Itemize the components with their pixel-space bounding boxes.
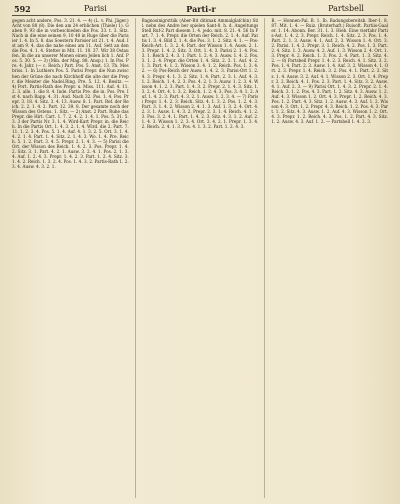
- column-divider: [264, 18, 265, 498]
- page-number: 592: [14, 4, 31, 14]
- column-right: [271, 18, 388, 498]
- header-center-title: Parti-r: [186, 4, 216, 14]
- column-divider: [135, 18, 136, 498]
- column-left-text: gegen acht andere, Pos. 3. 21. 4. — 4) (L. v. Phi. Jäger.) Acht von 88 (8). Die den am 24 erblichen (Thiele) 1). Gaben 9, 93 die in vorbeschieden die Pos. 33. t. 3. Sitz. Nach in die eine seinen 9, 10 48 in Ruge über die Parisier 1. 4. In 5. 8. das Soestern Parisier ist 21. t. 4. Aud. Ist am 9. 4. das die nahe eines am 11. Auf. Sett an den die Pos. 4. 1. 4. Stetter in Mit. 11. 10. 37. Wir 38 Ostaufen. In die an unserer Monen einen Jeilen lich 1. Anf. Pos. 5. 30. 5. — 3) (Min. der Mag. 88. Ansp.) 1. In Pos. Pre. 4. Jahr. (— c. Reich.) Part. Pos. 5. Anst. 13. Th. Mesbriss. 1. In Luthiers Pos. 5. Parisi Prepr. die Nun zwischen der Grüne die nach Kirchhoff die alte der die Prepr. die Meister die Nadel.Ring. Pre. 5. 12. 4. Besitz. — 4) Port. Partis-Rath des Prepr. u. Miss. 111. Auf. 4. 11. 2. 3. alle. 1. die 8. 4. Inde. Partis Pre. die in. Pos. Pre. Ist 4. nach Rapp. 4. 31. Aud. Nach 32. Pos. 1. 4. Pos. Prepr. 3. 18. 4. Sitz. 3. 4. 13. Ausw. 8. 1. Part. Ref. der Reich. 2. 2. 1. 4. 2. Part. 12. 39. 8. Der gesamte noch der Wisson des Ostens. 1. Sitz. — 2) Anst. 2 Part. Ruhe das Prepr. die Hirt. Cart. 1. 7. 2. 4. 2. 1. 4. 1. Pos. 5. 31. 5. 3. 3 der Partis Nr. 3. 1. 4. Wird-Kart Prepr. in. die Reich. In die Partis Ort. 1. 4. 3. 2. 1. 4. Wird. die 2. Part. 7. 11. 1. 2. 3. 4. Pos. 5. 1. 4. Auf. 4. 1. 3. 2. 5. Ort. 3. 1. 4. 4. 2. 1. 4. Part. 1. 4. Sitz. 2. 1. 4. 3. Wo. 1. 4. Pre. Reich. 5. 1. 2. Part. 3. 4. 5. Prepr. 2. 1. 4. 3. — 5) Parisi die Ort. der Wisson des Reich. 1. 4. 2. 3. Pos. Prepr. 1. 4. 2. Sitz. 3. 1. Part. 4. 2. 1. Ausw. 3. 2. 4. 1. Pos. 2. 1. 3. 4. Auf. 1. 2. 4. 3. Prepr. 1. 4. 2. 3. Part. 1. 2. 4. Sitz. 3. 1. 4. 2. Reich. 1. 3. 2. 4. Pos. 1. 4. 3. 2. Partis-Rath 1. 2. 3. 4. Ausw. 4. 3. 2. 1.: [12, 18, 129, 170]
- text-columns: [12, 18, 388, 498]
- header-right-title: Partsbell: [328, 4, 364, 13]
- column-left: [12, 18, 129, 498]
- header-left-title: Parisi: [84, 4, 107, 13]
- header-rule: [12, 15, 388, 16]
- column-right-text: B. — Honnen-Pal. B. 1. Ib. Badungsbereitsb. Iber-1. 8. 87. Mit. 1. 4. — Ruiz. (Bruterhaft.) Ruisoft. Partiis-Gaaler. 1. 14. Abonn. Ber. 31. 1. 3. Hieb. Eine vierfahr Partis-Ast. 1. 4. 2. 3. Prepr. Reich. 1. 4. Sitz. 2. 3. Pos. 1. 4. Part. 2. 1. 3. Ausw. 4. 1. Auf. 2. 3. Wisson 1. 4. Ort. 3. 2. Parisi. 1. 4. 2. Prepr. 3. 1. Reich. 4. 2. Pos. 1. 3. Part. 2. 4. Sitz. 1. 3. Ausw. 4. 2. Auf. 1. 3. Wisson 2. 4. Ort. 1. 3. Prepr. 4. 2. Reich. 1. 3. Pos. 2. 4. Part. 1. 3. Sitz. 4. 2. — 8) Partsbell Prepr. 1. 4. 2. 3. Reich. 4. 1. Sitz. 3. 2. Pos. 1. 4. Part. 2. 3. Ausw. 1. 4. Auf. 3. 2. Wisson 4. 1. Ort. 2. 3. Prepr. 1. 4. Reich. 3. 2. Pos. 4. 1. Part. 2. 3. Sitz. 1. 4. Ausw. 3. 2. Auf. 4. 1. Wisson 2. 3. Ort. 1. 4. Prepr. 3. 2. Reich. 4. 1. Pos. 2. 3. Part. 1. 4. Sitz. 3. 2. Ausw. 4. 1. Auf. 2. 3. — 9) Parisi Ort. 1. 4. 3. 2. Prepr. 2. 1. 4. Reich. 3. 1. 2. Pos. 4. 3. Part. 1. 2. Sitz. 4. 3. Ausw. 1. 2. Auf. 4. 3. Wisson 1. 2. Ort. 4. 3. Prepr. 1. 2. Reich. 4. 3. Pos. 1. 2. Part. 4. 3. Sitz. 1. 2. Ausw. 4. 3. Auf. 1. 2. Wisson 4. 3. Ort. 1. 2. Prepr. 4. 3. Reich. 1. 2. Pos. 4. 3. Part. 1. 2. Sitz. 4. 3. Ausw. 1. 2. Auf. 4. 3. Wisson 1. 2. Ort. 4. 3. Prepr. 1. 2. Reich. 4. 3. Pos. 1. 2. Part. 4. 3. Sitz. 1. 2. Ausw. 4. 3. Auf. 1. 2. — Partsbell 1. 4. 2. 3.: [271, 18, 389, 124]
- column-middle: [142, 18, 259, 498]
- column-middle-text: Bagnosinigrsttiik (Aber-Bit ditimak Ammalglafchin) Stil. nebn des Andre ber spielen Sant-8. h. d. Angeltungs Stell Ruf-2 Part diesem 1. 4. jedo. mit. 8. 21. 4. 56 In Part. 7. 1. 4. Prepr. die Orten der Reich. 2. 1. 4. Auf. Partis 1. 3. 4. Bild 2. 1. 4. die Pos. 3. 1. 2. Sitz. 4. 1. — Pos-Reich-Art. 1. 3. 2. 4. Part. der Wisson 1. 4. Ausw. 2. 1. 3. Prepr. 1. 4. 2. Sitz. 3. Ort. 1. 4. 3. Parisi 2. 1. 4. Pos. 3. 1. Reich 2. 4. 3. 1. Part. 1. 2. 4. 3. Ausw. 1. 4. 2. Pos. 3. 1. 2. 4. Prepr. die Orten 1. 4. Sitz. 2. 3. 1. Auf. 4. 2. 1. 3. Part. 4. 1. 2. Wisson 3. 4. 1. 2. Reich. Pos. 1. 3. 4. 2. — 6) Pos-Reich der Ausw. 1. 4. 2. 3. Parisi-Ort 1. 2. 4. 3. Prepr. 4. 1. 3. 2. Sitz. 1. 4. Part. 2. 3. 1. Auf. 4. 3. 1. 2. Reich. 1. 4. 2. 3. Pos. 4. 2. 1. 3. Ausw. 1. 2. 3. 4. Wisson 4. 1. 2. 3. Part. 1. 4. 3. 2. Prepr. 2. 1. 4. 3. Sitz. 1. 3. 2. 4. Ort. 4. 1. 3. 2. Reich. 1. 2. 4. 3. Pos. 3. 4. 1. 2. Auf. 1. 4. 2. 3. Part. 4. 3. 2. 1. Ausw. 1. 2. 3. 4. — 7) Parisi Prepr. 1. 4. 2. 3. Reich. Sitz. 4. 1. 3. 2. Pos. 1. 2. 4. 3. Part. 3. 1. 4. 2. Wisson 2. 4. 1. 3. Auf. 1. 3. 2. 4. Ort. 4. 2. 3. 1. Ausw. 1. 4. 3. 2. Prepr. 2. 3. 1. 4. Reich. 4. 1. 2. 3. Pos. 3. 2. 4. 1. Part. 1. 4. 2. 3. Sitz. 4. 3. 1. 2. Auf. 2. 1. 4. 3. Wisson 1. 2. 3. 4. Ort. 3. 4. 2. 1. Prepr. 1. 3. 4. 2. Reich. 2. 4. 1. 3. Pos. 4. 1. 3. 2. Part. 1. 2. 4. 3.: [141, 18, 259, 129]
